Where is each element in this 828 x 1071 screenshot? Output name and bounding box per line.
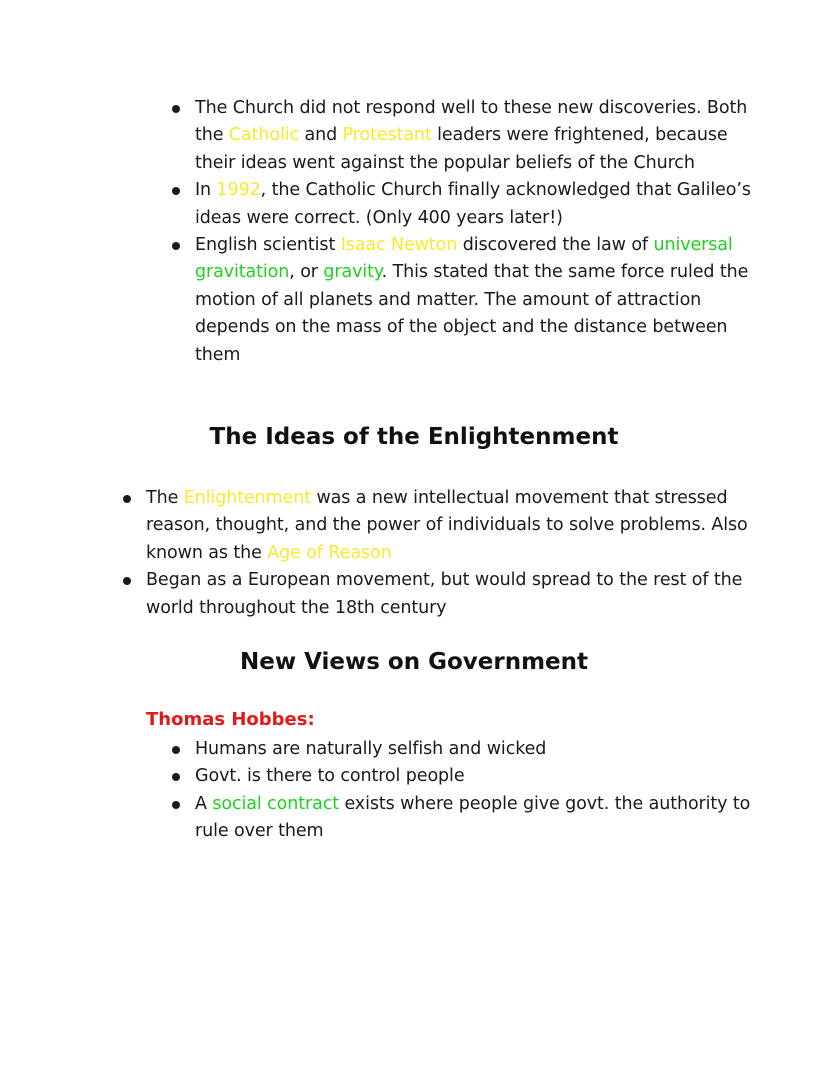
list-item [195,95,755,177]
text: exists where people give govt. the authority to rule over them [195,793,751,842]
subheading-thomas-hobbes: Thomas Hobbes: [146,709,315,730]
scientific-revolution-list [195,95,755,369]
list-item [195,177,755,232]
text: Began as a European movement, but would spread to the rest of the world throughout the 18th century [146,570,743,618]
text: The [146,488,184,508]
text: , or [289,262,324,283]
enlightenment-list [146,485,756,622]
hobbes-list [195,736,755,846]
term-enlightenment: Enlightenment [183,488,311,508]
term-catholic: Catholic [228,125,300,146]
term-gravity: gravity [323,262,382,283]
term-protestant: Protestant [342,125,432,146]
text: The Church did not respond well to these new discoveries. Both the [195,98,748,146]
term-age-of-reason: Age of Reason [267,542,392,563]
term-social-contract: social contract [212,793,339,814]
text: discovered the law of [457,235,654,256]
text: In [195,180,217,201]
text: . This stated that the same force ruled the motion of all planets and matter. The amount of attraction depends on the mass of the object and the distance between them [195,262,749,365]
list-item [146,485,756,567]
text: A [195,793,213,814]
text: leaders were frightened, because their ideas went against the popular beliefs of the Church [195,125,728,173]
list-item [146,567,756,622]
list-item [195,232,755,369]
text: English scientist [195,235,341,256]
term-universal-gravitation: universal gravitation [195,235,733,283]
heading-new-views-on-government: New Views on Government [239,649,589,675]
term-year: 1992 [216,180,261,201]
list-item [195,736,755,763]
text: and [299,125,343,146]
list-item [195,763,755,790]
list-item [195,791,755,846]
text: Govt. is there to control people [195,766,465,787]
text: , the Catholic Church finally acknowledged that Galileo’s ideas were correct. (Only 400 years later!) [195,180,751,228]
heading-ideas-of-enlightenment: The Ideas of the Enlightenment [209,424,619,450]
text: was a new intellectual movement that stressed reason, thought, and the power of individuals to solve problems. Also known as the [146,488,748,563]
text: Humans are naturally selfish and wicked [195,739,547,759]
term-isaac-newton: Isaac Newton [340,235,458,256]
